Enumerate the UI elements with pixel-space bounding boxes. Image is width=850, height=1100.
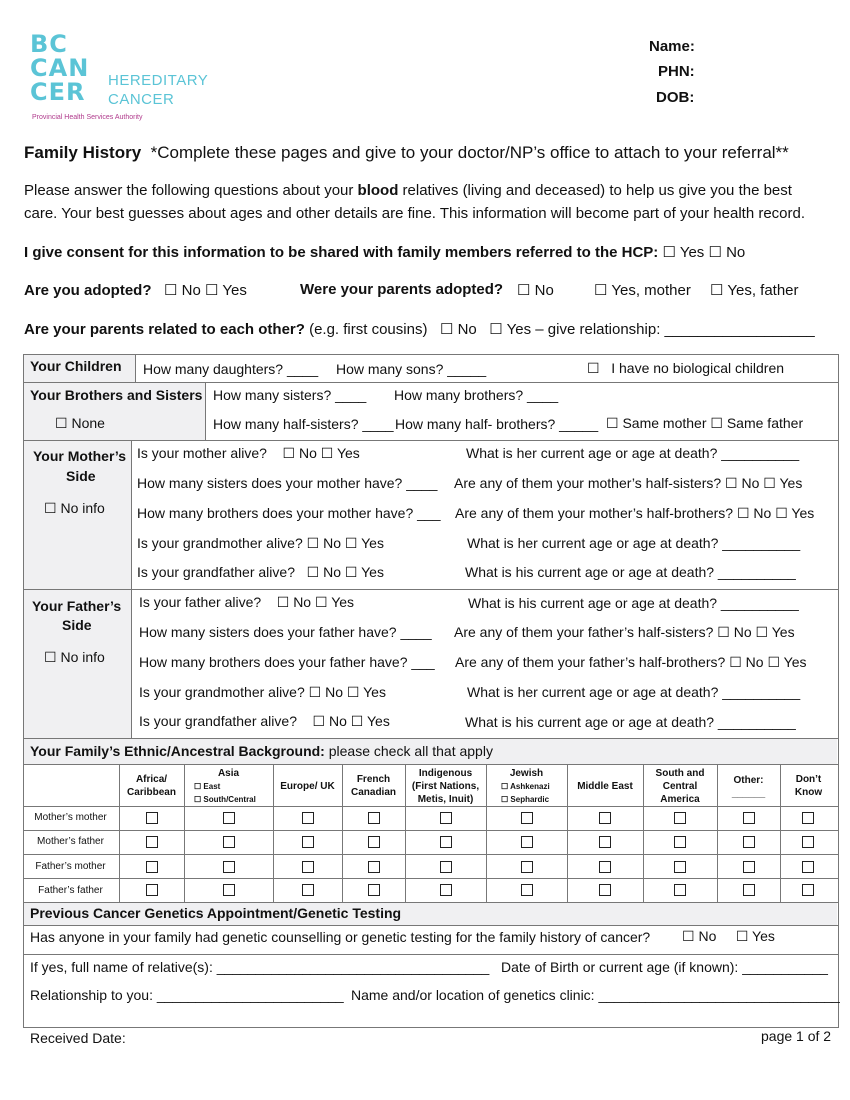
eth-col-europe bbox=[273, 780, 342, 793]
consent-no-checkbox[interactable]: ☐ bbox=[708, 244, 722, 261]
ethnic-checkbox[interactable] bbox=[302, 812, 314, 824]
siblings-same-parent bbox=[606, 415, 803, 432]
eth-col-south-america bbox=[643, 767, 717, 806]
intro-part1: Please answer the following questions about your bbox=[24, 182, 358, 199]
intro-bold: blood bbox=[357, 182, 399, 199]
logo-authority: Provincial Health Services Authority bbox=[32, 114, 143, 121]
ethnic-checkbox[interactable] bbox=[223, 812, 235, 824]
mother-gf-row bbox=[137, 564, 384, 581]
father-half-brothers-row bbox=[455, 654, 806, 671]
mother-gf-no-checkbox[interactable]: ☐ bbox=[306, 564, 320, 580]
ethnic-checkbox[interactable] bbox=[223, 861, 235, 873]
siblings-none bbox=[55, 415, 105, 432]
adopted-yes-label: Yes bbox=[222, 282, 247, 299]
ethnic-checkbox[interactable] bbox=[674, 861, 686, 873]
eth-col-africa-l2: Caribbean bbox=[127, 787, 176, 798]
ethnic-checkbox[interactable] bbox=[302, 861, 314, 873]
logo-wordmark bbox=[30, 32, 89, 104]
father-gf-question: Is your grandfather alive? bbox=[139, 713, 297, 729]
ethnic-checkbox[interactable] bbox=[599, 836, 611, 848]
eth-col-africa bbox=[119, 773, 184, 799]
ethnic-checkbox[interactable] bbox=[368, 861, 380, 873]
adopted-row bbox=[24, 281, 247, 299]
father-half-brothers-yes-checkbox[interactable]: ☐ bbox=[767, 654, 780, 670]
mother-sisters[interactable]: How many sisters does your mother have? ____ bbox=[137, 475, 438, 491]
adopted-no-label: No bbox=[181, 282, 201, 299]
children-daughters[interactable]: How many daughters? ____ bbox=[143, 361, 319, 377]
mother-gf-yes-checkbox[interactable]: ☐ bbox=[344, 564, 358, 580]
consent-row bbox=[24, 243, 745, 261]
mother-no-info-checkbox[interactable]: ☐ bbox=[44, 500, 57, 516]
father-brothers[interactable]: How many brothers does your father have? ___ bbox=[139, 654, 435, 670]
mother-alive-yes-label: Yes bbox=[336, 445, 360, 461]
father-half-sisters-no-label: No bbox=[733, 624, 752, 640]
title-bold: Family History bbox=[24, 143, 142, 162]
father-half-sisters-no-checkbox[interactable]: ☐ bbox=[717, 624, 730, 640]
mother-half-sisters-row bbox=[454, 475, 802, 492]
father-gm-age[interactable]: What is her current age or age at death? __________ bbox=[467, 684, 801, 700]
ethnic-checkbox[interactable] bbox=[146, 884, 158, 896]
ethnic-checkbox[interactable] bbox=[599, 884, 611, 896]
ethnic-checkbox[interactable] bbox=[146, 812, 158, 824]
related-yes-label: Yes – give relationship: __________________ bbox=[506, 321, 815, 338]
father-half-brothers-question: Are any of them your father’s half-brothers? bbox=[455, 654, 726, 670]
row-divider bbox=[23, 589, 838, 590]
parents-adopted-father-label: Yes, father bbox=[727, 282, 799, 299]
mother-half-sisters-no-label: No bbox=[741, 475, 760, 491]
row-divider bbox=[23, 830, 838, 831]
adopted-no-checkbox[interactable]: ☐ bbox=[164, 282, 178, 299]
eth-col-other-l2[interactable]: ______ bbox=[731, 788, 766, 799]
father-alive-row bbox=[139, 594, 354, 611]
ethnic-checkbox[interactable] bbox=[599, 861, 611, 873]
row-divider bbox=[23, 764, 838, 765]
eth-asia-south-label: South/Central bbox=[203, 795, 256, 804]
ethnic-checkbox[interactable] bbox=[802, 812, 814, 824]
mother-half-brothers-question: Are any of them your mother’s half-brothers? bbox=[455, 505, 734, 521]
ethnic-checkbox[interactable] bbox=[368, 836, 380, 848]
siblings-none-checkbox[interactable]: ☐ bbox=[55, 415, 68, 431]
father-alive-no-checkbox[interactable]: ☐ bbox=[276, 594, 290, 610]
related-question: Are your parents related to each other? bbox=[24, 321, 305, 338]
eth-col-africa-l1: Africa/ bbox=[135, 774, 168, 785]
dob-label: DOB: bbox=[656, 89, 695, 106]
children-heading: Your Children bbox=[30, 358, 122, 374]
ethnic-checkbox[interactable] bbox=[223, 884, 235, 896]
mother-half-sisters-question: Are any of them your mother’s half-sisters? bbox=[454, 475, 722, 491]
adopted-question: Are you adopted? bbox=[24, 282, 152, 299]
eth-asia-east: ☐ East bbox=[194, 782, 221, 791]
eth-col-indigenous bbox=[405, 767, 486, 806]
ethnic-checkbox[interactable] bbox=[521, 861, 533, 873]
genetics-yes-label: Yes bbox=[752, 928, 775, 944]
father-gf-yes-checkbox[interactable]: ☐ bbox=[350, 713, 364, 729]
siblings-half-sisters[interactable]: How many half-sisters? ____ bbox=[213, 416, 394, 432]
parents-adopted-mother-label: Yes, mother bbox=[611, 282, 691, 299]
genetics-no-checkbox[interactable]: ☐ bbox=[682, 928, 695, 944]
consent-yes-checkbox[interactable]: ☐ bbox=[662, 244, 676, 261]
mother-half-brothers-yes-checkbox[interactable]: ☐ bbox=[775, 505, 788, 521]
father-gf-age[interactable]: What is his current age or age at death? __________ bbox=[465, 714, 796, 730]
adopted-yes-checkbox[interactable]: ☐ bbox=[205, 282, 219, 299]
siblings-sisters[interactable]: How many sisters? ____ bbox=[213, 387, 367, 403]
row-divider bbox=[23, 954, 838, 955]
mother-half-brothers-yes-label: Yes bbox=[791, 505, 815, 521]
children-none-checkbox[interactable]: ☐ bbox=[587, 360, 600, 376]
same-mother-label: Same mother bbox=[622, 415, 707, 431]
mother-gm-row bbox=[137, 535, 384, 552]
ethnic-checkbox[interactable] bbox=[146, 836, 158, 848]
genetics-relative[interactable]: If yes, full name of relative(s): ___________________________________ bbox=[30, 959, 490, 975]
eth-col-indigenous-l1: Indigenous bbox=[418, 768, 473, 779]
related-no-label: No bbox=[457, 321, 477, 338]
eth-col-indigenous-l3: Metis, Inuit) bbox=[417, 794, 474, 805]
ethnic-heading bbox=[30, 743, 493, 759]
eth-col-middle-east bbox=[567, 780, 643, 793]
related-no-checkbox[interactable]: ☐ bbox=[439, 321, 454, 338]
page-number: page 1 of 2 bbox=[761, 1028, 832, 1044]
ethnic-note: please check all that apply bbox=[324, 743, 493, 759]
mother-half-brothers-no-label: No bbox=[753, 505, 772, 521]
father-gf-row bbox=[139, 713, 390, 730]
row-divider bbox=[23, 440, 838, 441]
parents-adopted-no-checkbox[interactable]: ☐ bbox=[517, 282, 531, 299]
ethnic-checkbox[interactable] bbox=[743, 812, 755, 824]
mother-half-sisters-no-checkbox[interactable]: ☐ bbox=[725, 475, 738, 491]
eth-col-asia-l1: Asia bbox=[217, 768, 240, 779]
father-gm-question: Is your grandmother alive? bbox=[139, 684, 305, 700]
genetics-answer bbox=[682, 928, 775, 945]
eth-col-jewish-l1: Jewish bbox=[509, 768, 544, 779]
mother-age[interactable]: What is her current age or age at death? __________ bbox=[466, 445, 800, 461]
ethnic-checkbox[interactable] bbox=[368, 812, 380, 824]
logo-line-3: CER bbox=[30, 78, 86, 106]
genetics-dob[interactable]: Date of Birth or current age (if known): ___________ bbox=[501, 959, 828, 975]
intro-paragraph bbox=[24, 179, 805, 225]
ethnic-checkbox[interactable] bbox=[368, 884, 380, 896]
row-divider bbox=[23, 738, 838, 739]
parents-adopted-mother bbox=[594, 281, 691, 299]
row-divider bbox=[23, 382, 838, 383]
ethnic-checkbox[interactable] bbox=[302, 836, 314, 848]
ethnic-checkbox[interactable] bbox=[802, 884, 814, 896]
father-gm-no-label: No bbox=[325, 684, 344, 700]
parents-adopted-father-checkbox[interactable]: ☐ bbox=[710, 282, 724, 299]
related-row bbox=[24, 320, 815, 338]
children-none-label: I have no biological children bbox=[611, 360, 785, 376]
eth-col-french-l1: French bbox=[356, 774, 391, 785]
mother-heading-2: Side bbox=[66, 468, 96, 484]
father-gm-yes-checkbox[interactable]: ☐ bbox=[346, 684, 360, 700]
mother-gf-no-label: No bbox=[323, 564, 342, 580]
mother-no-info bbox=[44, 500, 105, 517]
mother-gm-no-checkbox[interactable]: ☐ bbox=[306, 535, 320, 551]
eth-row-label: Father’s father bbox=[38, 885, 103, 896]
mother-alive-no-label: No bbox=[298, 445, 317, 461]
same-mother-checkbox[interactable]: ☐ bbox=[606, 415, 619, 431]
eth-jewish-sephardic-label: Sephardic bbox=[510, 795, 550, 804]
row-divider bbox=[23, 806, 838, 807]
name-label: Name: bbox=[649, 38, 695, 55]
mother-alive-yes-checkbox[interactable]: ☐ bbox=[320, 445, 334, 461]
genetics-heading: Previous Cancer Genetics Appointment/Genetic Testing bbox=[30, 905, 402, 921]
father-heading-1: Your Father’s bbox=[32, 598, 122, 614]
parents-adopted-mother-checkbox[interactable]: ☐ bbox=[594, 282, 608, 299]
eth-col-jewish bbox=[486, 767, 567, 806]
mother-gm-yes-label: Yes bbox=[361, 535, 384, 551]
eth-row-label: Mother’s mother bbox=[34, 812, 107, 823]
ethnic-checkbox[interactable] bbox=[440, 861, 452, 873]
siblings-half-brothers[interactable]: How many half- brothers? _____ bbox=[395, 416, 599, 432]
related-eg: (e.g. first cousins) bbox=[309, 321, 428, 338]
genetics-question: Has anyone in your family had genetic counselling or genetic testing for the family history of cancer? bbox=[30, 929, 651, 945]
phn-label: PHN: bbox=[658, 63, 695, 80]
consent-question: I give consent for this information to be shared with family members referred to the HCP: bbox=[24, 244, 659, 261]
siblings-none-label: None bbox=[71, 415, 105, 431]
father-half-sisters-yes-checkbox[interactable]: ☐ bbox=[755, 624, 769, 640]
parents-adopted-father bbox=[710, 281, 799, 299]
mother-gm-age[interactable]: What is her current age or age at death? __________ bbox=[467, 535, 801, 551]
eth-jewish-sephardic: ☐ Sephardic bbox=[501, 795, 550, 804]
ethnic-checkbox[interactable] bbox=[743, 836, 755, 848]
father-half-brothers-no-label: No bbox=[745, 654, 764, 670]
mother-gf-yes-label: Yes bbox=[361, 564, 384, 580]
mother-alive-question: Is your mother alive? bbox=[137, 445, 267, 461]
genetics-yes-checkbox[interactable]: ☐ bbox=[735, 928, 749, 944]
ethnic-checkbox[interactable] bbox=[223, 836, 235, 848]
ethnic-checkbox[interactable] bbox=[521, 836, 533, 848]
ethnic-checkbox[interactable] bbox=[440, 884, 452, 896]
consent-no-label: No bbox=[726, 244, 746, 261]
ethnic-checkbox[interactable] bbox=[802, 861, 814, 873]
mother-half-sisters-yes-label: Yes bbox=[779, 475, 803, 491]
mother-half-brothers-no-checkbox[interactable]: ☐ bbox=[736, 505, 750, 521]
ethnic-checkbox[interactable] bbox=[440, 836, 452, 848]
eth-col-indigenous-l2: (First Nations, bbox=[411, 781, 480, 792]
mother-half-brothers-row bbox=[455, 505, 814, 522]
eth-col-europe-l1: Europe/ UK bbox=[280, 781, 335, 792]
siblings-heading: Your Brothers and Sisters bbox=[30, 387, 203, 403]
row-divider bbox=[23, 854, 838, 855]
parents-adopted-no bbox=[517, 281, 554, 299]
ethnic-checkbox[interactable] bbox=[302, 884, 314, 896]
ethnic-heading-bold: Your Family’s Ethnic/Ancestral Background: bbox=[30, 743, 325, 759]
father-age[interactable]: What is his current age or age at death? __________ bbox=[468, 595, 799, 611]
eth-col-middle-east-l1: Middle East bbox=[577, 781, 633, 792]
mother-gf-question: Is your grandfather alive? bbox=[137, 564, 295, 580]
ethnic-checkbox[interactable] bbox=[802, 836, 814, 848]
same-father-checkbox[interactable]: ☐ bbox=[710, 415, 723, 431]
genetics-relationship[interactable]: Relationship to you: ________________________ bbox=[30, 987, 344, 1003]
father-half-brothers-no-checkbox[interactable]: ☐ bbox=[729, 654, 742, 670]
mother-gm-yes-checkbox[interactable]: ☐ bbox=[344, 535, 358, 551]
ethnic-checkbox[interactable] bbox=[674, 836, 686, 848]
genetics-clinic[interactable]: Name and/or location of genetics clinic: _______________________________ bbox=[351, 987, 840, 1003]
eth-col-south-america-l2: Central bbox=[662, 781, 698, 792]
page-title bbox=[24, 143, 789, 163]
ethnic-checkbox[interactable] bbox=[440, 812, 452, 824]
eth-col-dont-know bbox=[780, 773, 837, 799]
ethnic-checkbox[interactable] bbox=[674, 812, 686, 824]
same-father-label: Same father bbox=[726, 415, 804, 431]
mother-alive-row bbox=[137, 445, 360, 462]
consent-yes-label: Yes bbox=[679, 244, 705, 261]
intro-part2: relatives (living and deceased) to help us give you the best bbox=[398, 182, 792, 199]
logo-line-2: CAN bbox=[30, 54, 90, 82]
mother-heading-1: Your Mother’s bbox=[33, 448, 127, 464]
ethnic-checkbox[interactable] bbox=[521, 812, 533, 824]
eth-row-label: Father’s mother bbox=[35, 861, 106, 872]
father-gf-no-checkbox[interactable]: ☐ bbox=[312, 713, 326, 729]
siblings-brothers[interactable]: How many brothers? ____ bbox=[394, 387, 559, 403]
father-no-info bbox=[44, 649, 105, 666]
eth-col-french-l2: Canadian bbox=[350, 787, 396, 798]
mother-gm-no-label: No bbox=[323, 535, 342, 551]
father-no-info-label: No info bbox=[60, 649, 105, 665]
eth-col-dont-know-l2: Know bbox=[794, 787, 823, 798]
parents-adopted-question: Were your parents adopted? bbox=[300, 281, 504, 298]
intro-line2: care. Your best guesses about ages and other details are fine. This information will become part of your health record. bbox=[24, 205, 806, 222]
father-alive-no-label: No bbox=[293, 594, 312, 610]
eth-row-label: Mother’s father bbox=[37, 836, 104, 847]
father-sisters[interactable]: How many sisters does your father have? ____ bbox=[139, 624, 432, 640]
ethnic-checkbox[interactable] bbox=[599, 812, 611, 824]
eth-col-french bbox=[342, 773, 405, 799]
mother-no-info-label: No info bbox=[60, 500, 105, 516]
logo-sub-2: CANCER bbox=[108, 91, 175, 108]
father-gf-yes-label: Yes bbox=[367, 713, 390, 729]
children-sons[interactable]: How many sons? _____ bbox=[336, 361, 487, 377]
col-divider bbox=[131, 440, 132, 738]
father-gm-no-checkbox[interactable]: ☐ bbox=[308, 684, 322, 700]
col-divider bbox=[135, 354, 136, 382]
ethnic-checkbox[interactable] bbox=[743, 884, 755, 896]
ethnic-checkbox[interactable] bbox=[521, 884, 533, 896]
father-gm-yes-label: Yes bbox=[363, 684, 386, 700]
father-gf-no-label: No bbox=[329, 713, 347, 729]
row-divider bbox=[23, 902, 838, 903]
eth-col-other-l1: Other: bbox=[733, 775, 764, 786]
ethnic-checkbox[interactable] bbox=[743, 861, 755, 873]
row-divider bbox=[23, 878, 838, 879]
mother-gf-age[interactable]: What is his current age or age at death? __________ bbox=[465, 564, 796, 580]
father-alive-yes-checkbox[interactable]: ☐ bbox=[314, 594, 328, 610]
eth-jewish-ashkenazi-label: Ashkenazi bbox=[510, 782, 550, 791]
father-no-info-checkbox[interactable]: ☐ bbox=[44, 649, 57, 665]
father-half-sisters-question: Are any of them your father’s half-sisters? bbox=[454, 624, 714, 640]
mother-half-sisters-yes-checkbox[interactable]: ☐ bbox=[763, 475, 776, 491]
father-half-sisters-yes-label: Yes bbox=[771, 624, 795, 640]
eth-col-south-america-l1: South and bbox=[655, 768, 705, 779]
eth-asia-south: ☐ South/Central bbox=[194, 795, 256, 804]
ethnic-checkbox[interactable] bbox=[674, 884, 686, 896]
eth-col-dont-know-l1: Don’t bbox=[795, 774, 822, 785]
eth-jewish-ashkenazi: ☐ Ashkenazi bbox=[501, 782, 550, 791]
father-heading-2: Side bbox=[62, 617, 92, 633]
parents-adopted-no-label: No bbox=[534, 282, 554, 299]
eth-asia-east-label: East bbox=[203, 782, 221, 791]
children-none bbox=[587, 360, 784, 377]
genetics-no-label: No bbox=[698, 928, 717, 944]
eth-col-other bbox=[717, 774, 780, 800]
mother-brothers[interactable]: How many brothers does your mother have? ___ bbox=[137, 505, 441, 521]
related-yes-checkbox[interactable]: ☐ bbox=[489, 321, 503, 338]
received-date-label: Received Date: bbox=[30, 1030, 126, 1046]
father-half-sisters-row bbox=[454, 624, 795, 641]
father-half-brothers-yes-label: Yes bbox=[783, 654, 807, 670]
mother-alive-no-checkbox[interactable]: ☐ bbox=[282, 445, 296, 461]
ethnic-checkbox[interactable] bbox=[146, 861, 158, 873]
col-divider bbox=[205, 382, 206, 440]
row-divider bbox=[23, 925, 838, 926]
mother-gm-question: Is your grandmother alive? bbox=[137, 535, 303, 551]
father-alive-question: Is your father alive? bbox=[139, 594, 262, 610]
eth-col-asia bbox=[184, 767, 273, 806]
father-alive-yes-label: Yes bbox=[331, 594, 355, 610]
logo-sub-1: HEREDITARY bbox=[108, 72, 209, 89]
title-rest: *Complete these pages and give to your doctor/NP’s office to attach to your referral** bbox=[150, 143, 789, 162]
eth-col-south-america-l3: America bbox=[660, 794, 700, 805]
father-gm-row bbox=[139, 684, 386, 701]
logo-line-1: BC bbox=[30, 30, 68, 58]
